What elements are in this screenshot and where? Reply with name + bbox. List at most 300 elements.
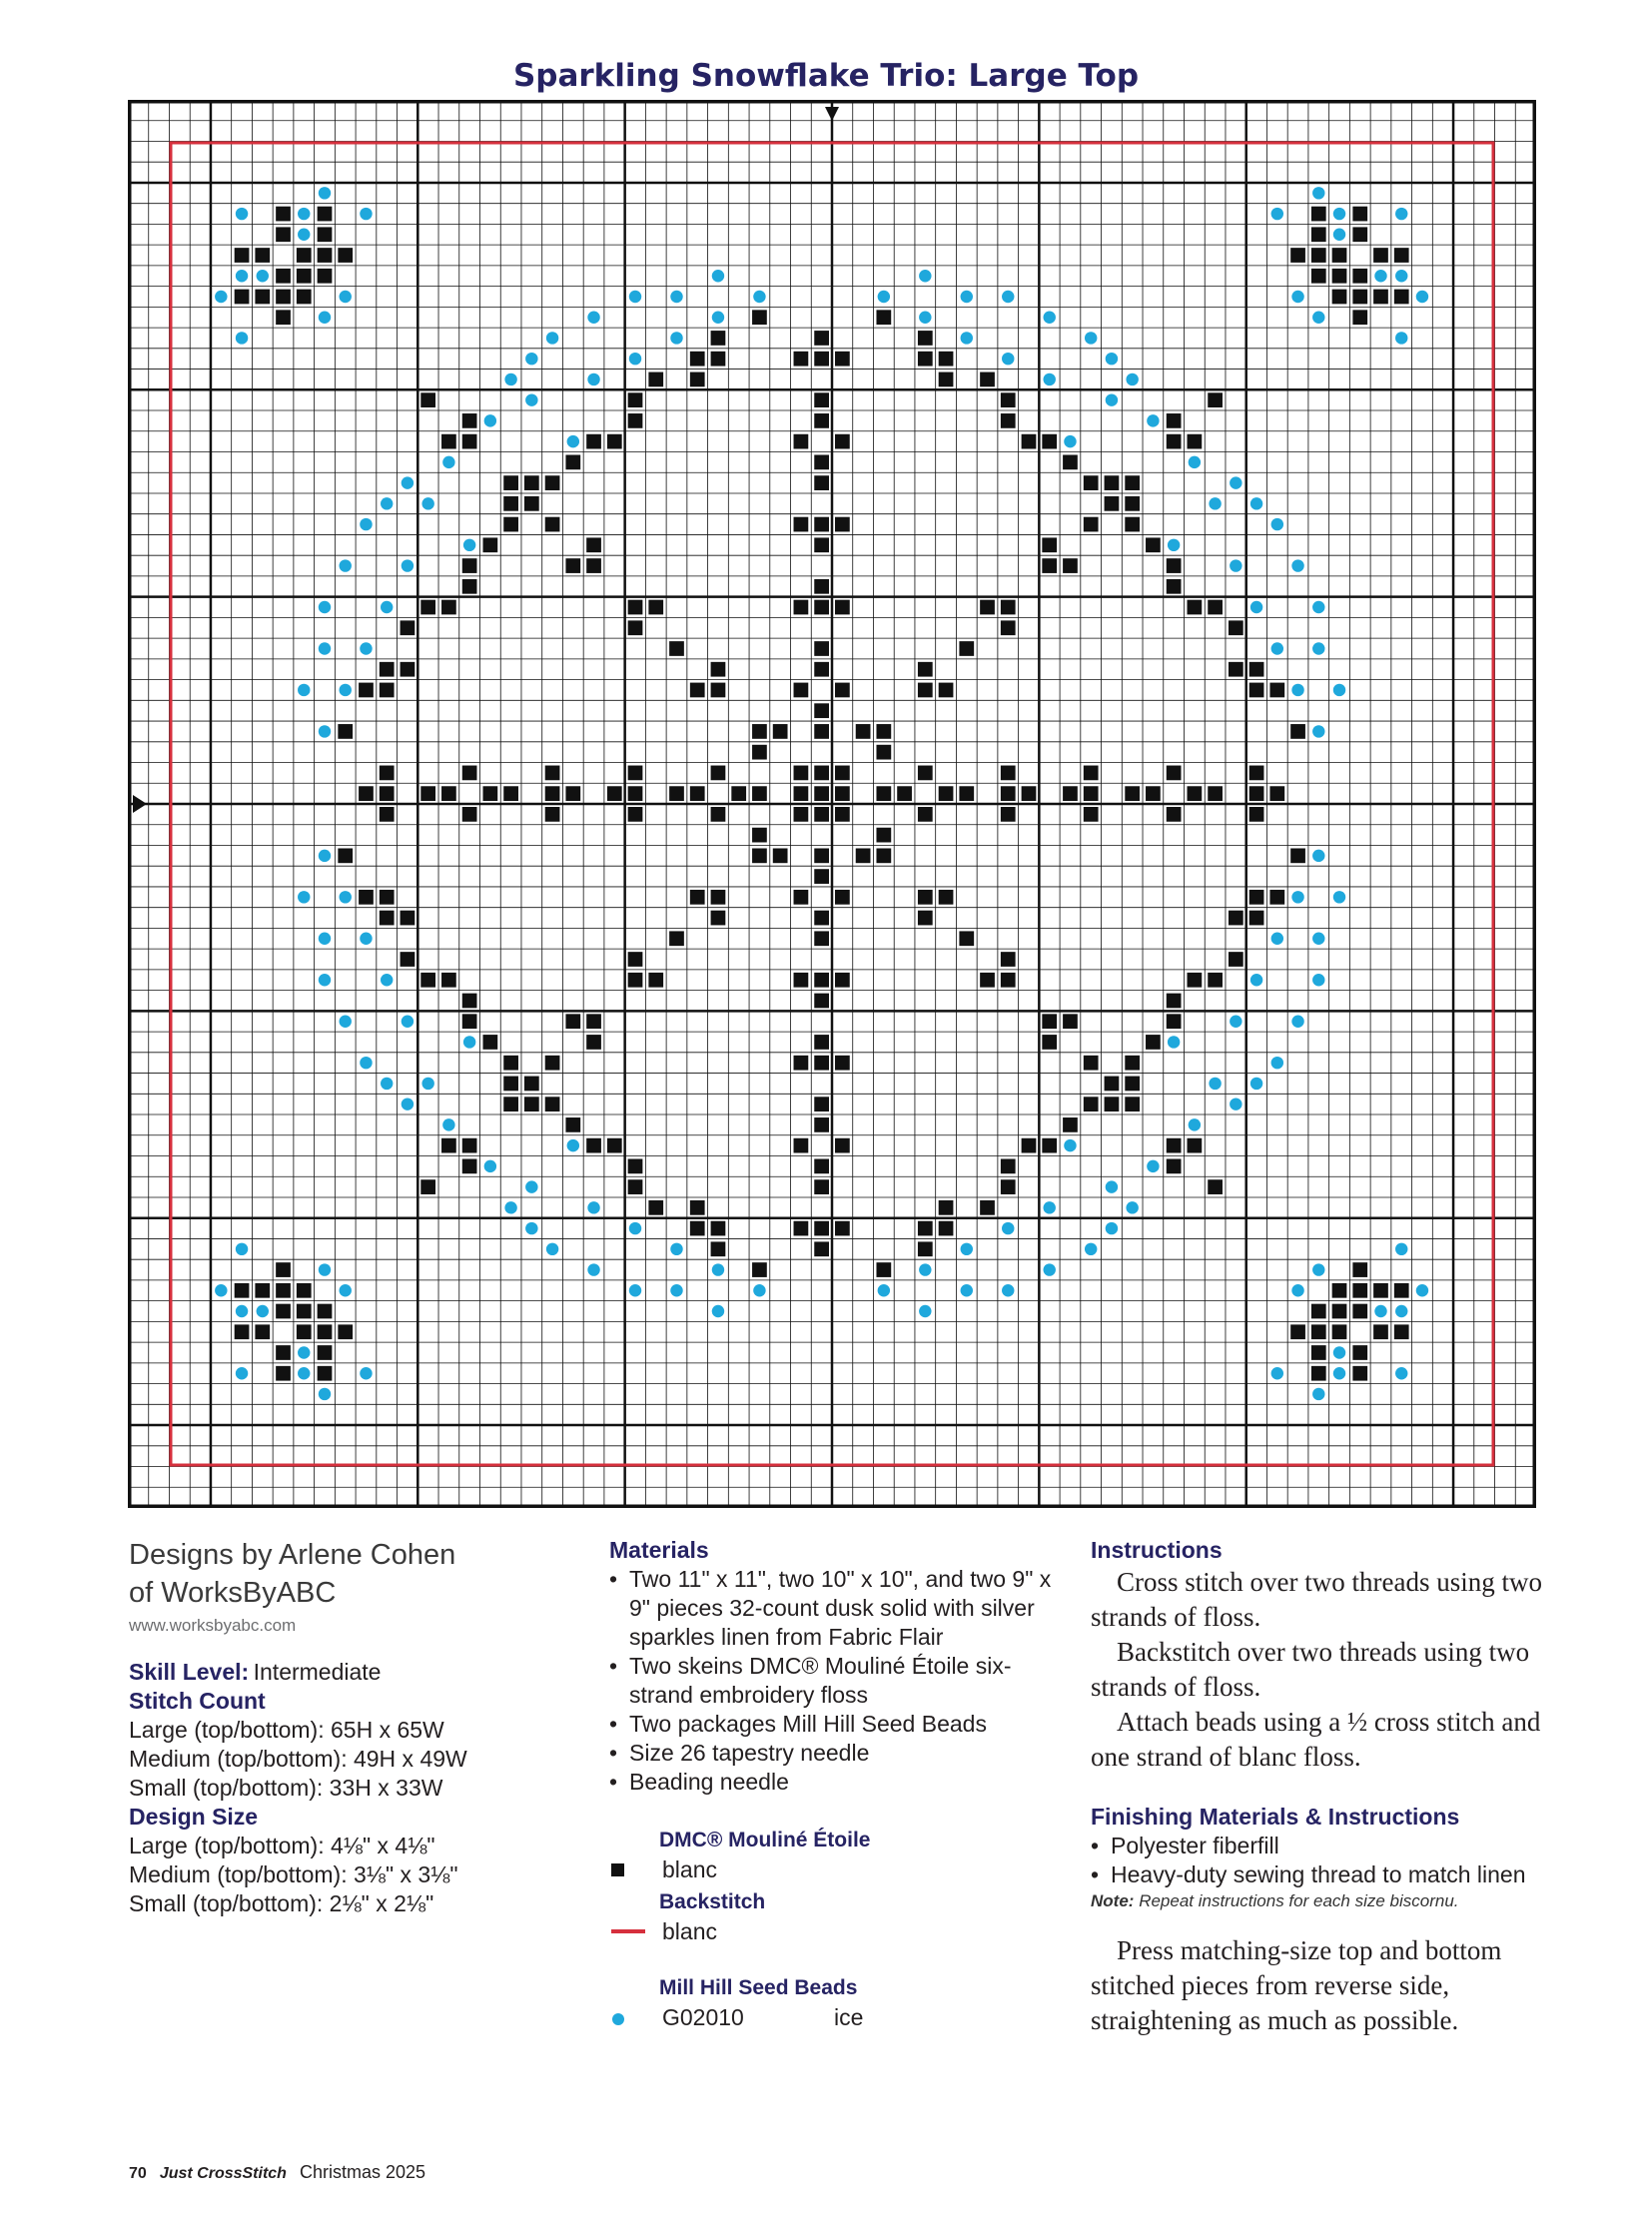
cross-stitch-mark bbox=[1167, 413, 1182, 428]
cross-stitch-mark bbox=[752, 724, 767, 739]
cross-stitch-mark bbox=[420, 1179, 435, 1194]
cross-stitch-mark bbox=[628, 973, 643, 988]
cross-stitch-mark bbox=[876, 848, 891, 863]
bead-mark bbox=[1002, 291, 1014, 303]
key-bead-code: G02010 bbox=[662, 2004, 744, 2030]
cross-stitch-mark bbox=[1167, 434, 1182, 449]
cross-stitch-mark bbox=[1188, 1138, 1203, 1153]
bead-mark bbox=[1168, 1036, 1180, 1048]
bead-mark bbox=[1416, 1284, 1428, 1296]
bead-mark bbox=[670, 332, 682, 344]
cross-stitch-mark bbox=[1084, 1097, 1099, 1111]
bead-mark bbox=[712, 312, 724, 324]
bead-mark bbox=[236, 332, 248, 344]
cross-stitch-mark bbox=[711, 352, 726, 367]
cross-stitch-mark bbox=[1249, 890, 1264, 905]
bead-mark bbox=[298, 1346, 310, 1358]
bead-mark bbox=[1230, 1016, 1241, 1028]
cross-stitch-mark bbox=[503, 496, 518, 511]
bead-mark bbox=[319, 974, 331, 986]
cross-stitch-mark bbox=[565, 1014, 580, 1029]
cross-stitch-mark bbox=[1311, 1324, 1326, 1339]
bead-mark bbox=[961, 332, 973, 344]
cross-stitch-mark bbox=[1352, 207, 1367, 222]
cross-stitch-mark bbox=[711, 683, 726, 698]
cross-stitch-mark bbox=[483, 537, 498, 552]
cross-stitch-mark bbox=[814, 579, 829, 594]
cross-stitch-mark bbox=[1249, 807, 1264, 822]
cross-stitch-mark bbox=[545, 1097, 560, 1111]
cross-stitch-mark bbox=[1311, 1366, 1326, 1381]
bead-mark bbox=[1106, 1180, 1118, 1192]
cross-stitch-mark bbox=[648, 1200, 663, 1215]
cross-stitch-mark bbox=[1022, 1138, 1037, 1153]
cross-stitch-mark bbox=[1022, 434, 1037, 449]
cross-stitch-mark bbox=[1249, 786, 1264, 801]
cross-stitch-mark bbox=[338, 1324, 353, 1339]
cross-stitch-mark bbox=[690, 786, 705, 801]
cross-stitch-mark bbox=[1001, 1159, 1016, 1174]
instruction-paragraph: Backstitch over two threads using two strands of floss. bbox=[1091, 1637, 1530, 1702]
bead-mark bbox=[1291, 1284, 1303, 1296]
materials-list bbox=[609, 1565, 1064, 1797]
cross-stitch-mark bbox=[918, 911, 933, 926]
cross-stitch-mark bbox=[297, 1283, 312, 1298]
cross-stitch-mark bbox=[794, 1056, 809, 1071]
bead-mark bbox=[1395, 1305, 1407, 1317]
cross-stitch-mark bbox=[794, 766, 809, 781]
bead-mark bbox=[1395, 332, 1407, 344]
cross-stitch-mark bbox=[441, 1138, 456, 1153]
bead-mark bbox=[1395, 1243, 1407, 1255]
cross-stitch-mark bbox=[420, 973, 435, 988]
cross-stitch-mark bbox=[814, 600, 829, 615]
cross-stitch-symbol-icon bbox=[611, 1863, 624, 1876]
cross-stitch-mark bbox=[959, 641, 974, 656]
cross-stitch-mark bbox=[276, 207, 291, 222]
cross-stitch-mark bbox=[1084, 1056, 1099, 1071]
cross-stitch-mark bbox=[835, 1221, 850, 1236]
cross-stitch-mark bbox=[1249, 766, 1264, 781]
cross-stitch-mark bbox=[462, 558, 477, 573]
cross-stitch-mark bbox=[1352, 269, 1367, 284]
cross-stitch-mark bbox=[607, 786, 622, 801]
cross-stitch-mark bbox=[1373, 290, 1388, 305]
cross-stitch-mark bbox=[338, 724, 353, 739]
bead-mark bbox=[1106, 1222, 1118, 1234]
cross-stitch-mark bbox=[918, 807, 933, 822]
cross-stitch-mark bbox=[1311, 269, 1326, 284]
bead-mark bbox=[1230, 1098, 1241, 1110]
cross-stitch-mark bbox=[1001, 807, 1016, 822]
bead-mark bbox=[504, 1201, 516, 1213]
bead-mark bbox=[587, 312, 599, 324]
bead-mark bbox=[236, 208, 248, 220]
cross-stitch-mark bbox=[1188, 434, 1203, 449]
cross-stitch-mark bbox=[918, 890, 933, 905]
cross-stitch-mark bbox=[1229, 620, 1243, 635]
cross-stitch-mark bbox=[814, 931, 829, 946]
cross-stitch-mark bbox=[235, 290, 250, 305]
cross-stitch-mark bbox=[1332, 248, 1347, 263]
cross-stitch-mark bbox=[420, 600, 435, 615]
bead-mark bbox=[236, 1367, 248, 1379]
materials-item: • Two skeins DMC® Mouliné Étoile six-strand embroidery floss bbox=[609, 1652, 1064, 1710]
design-size-heading: Design Size bbox=[129, 1804, 259, 1830]
cross-stitch-mark bbox=[959, 786, 974, 801]
cross-stitch-mark bbox=[1063, 455, 1078, 470]
cross-stitch-mark bbox=[1167, 766, 1182, 781]
cross-stitch-mark bbox=[752, 828, 767, 843]
bead-mark bbox=[1271, 518, 1283, 530]
cross-stitch-mark bbox=[1188, 973, 1203, 988]
cross-stitch-mark bbox=[565, 1117, 580, 1132]
cross-stitch-mark bbox=[1167, 558, 1182, 573]
cross-stitch-mark bbox=[586, 558, 601, 573]
bead-mark bbox=[1209, 1078, 1221, 1090]
cross-stitch-mark bbox=[255, 1283, 270, 1298]
bead-mark bbox=[629, 353, 641, 365]
bead-mark bbox=[298, 684, 310, 696]
cross-stitch-mark bbox=[1208, 1179, 1223, 1194]
cross-stitch-mark bbox=[545, 807, 560, 822]
cross-stitch-mark bbox=[503, 1097, 518, 1111]
cross-stitch-mark bbox=[711, 331, 726, 346]
cross-stitch-mark bbox=[318, 1304, 333, 1319]
cross-stitch-mark bbox=[1352, 227, 1367, 242]
designer-name: Designs by Arlene Cohen bbox=[129, 1539, 456, 1571]
cross-stitch-mark bbox=[503, 1077, 518, 1092]
cross-stitch-pattern-chart bbox=[128, 100, 1536, 1508]
cross-stitch-mark bbox=[876, 724, 891, 739]
cross-stitch-mark bbox=[1001, 786, 1016, 801]
cross-stitch-mark bbox=[814, 724, 829, 739]
cross-stitch-mark bbox=[380, 786, 395, 801]
bead-mark bbox=[1312, 312, 1324, 324]
bead-mark bbox=[753, 1284, 765, 1296]
bead-mark bbox=[463, 539, 475, 551]
cross-stitch-mark bbox=[524, 1077, 539, 1092]
stitch-count-medium: Medium (top/bottom): 49H x 49W bbox=[129, 1746, 467, 1772]
cross-stitch-mark bbox=[1125, 1056, 1140, 1071]
note-text: Repeat instructions for each size biscornu. bbox=[1139, 1891, 1459, 1910]
cross-stitch-mark bbox=[690, 1221, 705, 1236]
cross-stitch-mark bbox=[1394, 290, 1409, 305]
bead-mark bbox=[1271, 642, 1283, 654]
cross-stitch-mark bbox=[565, 558, 580, 573]
bead-mark bbox=[1106, 353, 1118, 365]
page-footer bbox=[129, 2162, 425, 2183]
cross-stitch-mark bbox=[835, 807, 850, 822]
bead-mark bbox=[878, 1284, 890, 1296]
cross-stitch-mark bbox=[420, 392, 435, 407]
key-dmc-row bbox=[609, 1854, 1064, 1884]
bead-mark bbox=[1395, 208, 1407, 220]
cross-stitch-mark bbox=[794, 600, 809, 615]
cross-stitch-mark bbox=[876, 786, 891, 801]
cross-stitch-mark bbox=[794, 352, 809, 367]
bead-mark bbox=[712, 1305, 724, 1317]
bead-mark bbox=[319, 1388, 331, 1400]
cross-stitch-mark bbox=[794, 1138, 809, 1153]
skill-level-value: Intermediate bbox=[253, 1659, 382, 1685]
cross-stitch-mark bbox=[1332, 1283, 1347, 1298]
bead-mark bbox=[484, 414, 496, 426]
cross-stitch-mark bbox=[1394, 1283, 1409, 1298]
cross-stitch-mark bbox=[835, 517, 850, 532]
materials-item: • Size 26 tapestry needle bbox=[609, 1739, 1064, 1768]
bead-mark bbox=[1312, 187, 1324, 199]
bead-mark bbox=[319, 933, 331, 945]
cross-stitch-mark bbox=[814, 455, 829, 470]
materials-item: • Beading needle bbox=[609, 1768, 1064, 1797]
bead-mark bbox=[1147, 414, 1159, 426]
cross-stitch-mark bbox=[1001, 1179, 1016, 1194]
cross-stitch-mark bbox=[1290, 724, 1305, 739]
cross-stitch-mark bbox=[814, 1035, 829, 1050]
cross-stitch-mark bbox=[380, 766, 395, 781]
bead-mark bbox=[1085, 1243, 1097, 1255]
cross-stitch-mark bbox=[297, 1324, 312, 1339]
cross-stitch-mark bbox=[1167, 807, 1182, 822]
cross-stitch-mark bbox=[876, 745, 891, 760]
bead-mark bbox=[1106, 393, 1118, 405]
bead-mark bbox=[961, 291, 973, 303]
cross-stitch-mark bbox=[1311, 207, 1326, 222]
bead-mark bbox=[1044, 1263, 1056, 1275]
issue-name: Christmas 2025 bbox=[299, 2162, 426, 2182]
cross-stitch-mark bbox=[318, 1345, 333, 1360]
cross-stitch-mark bbox=[545, 786, 560, 801]
cross-stitch-mark bbox=[939, 890, 954, 905]
cross-stitch-mark bbox=[1249, 911, 1264, 926]
cross-stitch-mark bbox=[1394, 248, 1409, 263]
cross-stitch-mark bbox=[1269, 683, 1284, 698]
cross-stitch-mark bbox=[814, 973, 829, 988]
bead-mark bbox=[1002, 353, 1014, 365]
design-size-medium: Medium (top/bottom): 3⅛" x 3⅛" bbox=[129, 1861, 458, 1887]
key-dmc-heading: DMC® Mouliné Étoile bbox=[659, 1829, 871, 1851]
cross-stitch-mark bbox=[276, 1304, 291, 1319]
cross-stitch-mark bbox=[1332, 269, 1347, 284]
bead-mark bbox=[587, 373, 599, 385]
cross-stitch-mark bbox=[607, 434, 622, 449]
bead-mark bbox=[1189, 1118, 1201, 1130]
cross-stitch-mark bbox=[814, 392, 829, 407]
chart-title: Sparkling Snowflake Trio: Large Top bbox=[512, 58, 1140, 94]
cross-stitch-mark bbox=[380, 807, 395, 822]
bead-mark bbox=[340, 1284, 352, 1296]
cross-stitch-mark bbox=[338, 848, 353, 863]
cross-stitch-mark bbox=[669, 786, 684, 801]
cross-stitch-mark bbox=[276, 1262, 291, 1277]
cross-stitch-mark bbox=[1208, 600, 1223, 615]
cross-stitch-mark bbox=[1290, 848, 1305, 863]
bead-mark bbox=[298, 229, 310, 241]
key-backstitch-color: blanc bbox=[662, 1918, 717, 1944]
bead-mark bbox=[1168, 539, 1180, 551]
cross-stitch-mark bbox=[462, 1138, 477, 1153]
cross-stitch-mark bbox=[1042, 558, 1057, 573]
cross-stitch-mark bbox=[856, 724, 871, 739]
bead-mark bbox=[319, 1263, 331, 1275]
cross-stitch-mark bbox=[441, 973, 456, 988]
cross-stitch-mark bbox=[338, 248, 353, 263]
bead-mark bbox=[1250, 974, 1262, 986]
cross-stitch-mark bbox=[586, 434, 601, 449]
cross-stitch-mark bbox=[690, 683, 705, 698]
cross-stitch-mark bbox=[462, 994, 477, 1009]
cross-stitch-mark bbox=[814, 869, 829, 884]
cross-stitch-mark bbox=[1042, 1138, 1057, 1153]
cross-stitch-mark bbox=[980, 600, 995, 615]
bead-mark bbox=[360, 642, 372, 654]
bead-mark bbox=[919, 1263, 931, 1275]
cross-stitch-mark bbox=[814, 517, 829, 532]
cross-stitch-mark bbox=[918, 683, 933, 698]
key-bead-name: ice bbox=[834, 2004, 864, 2030]
bead-mark bbox=[298, 208, 310, 220]
cross-stitch-mark bbox=[628, 600, 643, 615]
cross-stitch-mark bbox=[462, 579, 477, 594]
cross-stitch-mark bbox=[669, 641, 684, 656]
cross-stitch-mark bbox=[462, 413, 477, 428]
cross-stitch-mark bbox=[1125, 475, 1140, 490]
bead-mark bbox=[1312, 1388, 1324, 1400]
cross-stitch-mark bbox=[318, 227, 333, 242]
cross-stitch-mark bbox=[462, 807, 477, 822]
cross-stitch-mark bbox=[359, 890, 374, 905]
cross-stitch-mark bbox=[814, 848, 829, 863]
cross-stitch-mark bbox=[835, 890, 850, 905]
cross-stitch-mark bbox=[1084, 766, 1099, 781]
bead-mark bbox=[878, 291, 890, 303]
bead-mark bbox=[402, 1098, 413, 1110]
cross-stitch-mark bbox=[690, 352, 705, 367]
bead-mark bbox=[1333, 1367, 1345, 1379]
bead-dot-icon bbox=[612, 2013, 624, 2025]
cross-stitch-mark bbox=[1125, 496, 1140, 511]
bead-mark bbox=[1250, 601, 1262, 613]
cross-stitch-mark bbox=[318, 207, 333, 222]
bead-mark bbox=[442, 456, 454, 468]
design-size-small: Small (top/bottom): 2⅛" x 2⅛" bbox=[129, 1890, 434, 1916]
cross-stitch-mark bbox=[835, 766, 850, 781]
bead-mark bbox=[340, 559, 352, 571]
bead-mark bbox=[360, 933, 372, 945]
cross-stitch-mark bbox=[1352, 1345, 1367, 1360]
bead-mark bbox=[1189, 456, 1201, 468]
cross-stitch-mark bbox=[1290, 248, 1305, 263]
cross-stitch-mark bbox=[1352, 1283, 1367, 1298]
cross-stitch-mark bbox=[918, 1241, 933, 1256]
cross-stitch-mark bbox=[628, 620, 643, 635]
bead-mark bbox=[587, 1263, 599, 1275]
bead-mark bbox=[1002, 1284, 1014, 1296]
bead-mark bbox=[1291, 559, 1303, 571]
bead-mark bbox=[1312, 725, 1324, 737]
cross-stitch-mark bbox=[814, 331, 829, 346]
materials-column bbox=[609, 1536, 1064, 2032]
bead-mark bbox=[961, 1284, 973, 1296]
cross-stitch-mark bbox=[939, 786, 954, 801]
cross-stitch-mark bbox=[401, 911, 415, 926]
cross-stitch-mark bbox=[752, 848, 767, 863]
bead-mark bbox=[712, 1263, 724, 1275]
bead-mark bbox=[1312, 850, 1324, 862]
cross-stitch-mark bbox=[1352, 1262, 1367, 1277]
bead-mark bbox=[463, 1036, 475, 1048]
cross-stitch-mark bbox=[814, 911, 829, 926]
cross-stitch-mark bbox=[441, 434, 456, 449]
cross-stitch-mark bbox=[586, 1035, 601, 1050]
cross-stitch-mark bbox=[628, 413, 643, 428]
cross-stitch-mark bbox=[1105, 1097, 1120, 1111]
cross-stitch-mark bbox=[918, 352, 933, 367]
cross-stitch-mark bbox=[1042, 1014, 1057, 1029]
cross-stitch-mark bbox=[586, 1138, 601, 1153]
cross-stitch-mark bbox=[1229, 911, 1243, 926]
finishing-heading: Finishing Materials & Instructions bbox=[1091, 1804, 1460, 1830]
cross-stitch-mark bbox=[1105, 1077, 1120, 1092]
page-number: 70 bbox=[129, 2165, 147, 2182]
instructions-heading: Instructions bbox=[1091, 1537, 1223, 1563]
bead-mark bbox=[1333, 229, 1345, 241]
bead-mark bbox=[1271, 1367, 1283, 1379]
bead-mark bbox=[1333, 208, 1345, 220]
cross-stitch-mark bbox=[628, 786, 643, 801]
cross-stitch-mark bbox=[565, 786, 580, 801]
cross-stitch-mark bbox=[1373, 1283, 1388, 1298]
stitch-count-large: Large (top/bottom): 65H x 65W bbox=[129, 1717, 444, 1743]
cross-stitch-mark bbox=[565, 455, 580, 470]
cross-stitch-mark bbox=[814, 1159, 829, 1174]
cross-stitch-mark bbox=[1042, 1035, 1057, 1050]
cross-stitch-mark bbox=[1332, 290, 1347, 305]
center-arrow-top bbox=[825, 107, 839, 121]
cross-stitch-mark bbox=[814, 641, 829, 656]
cross-stitch-mark bbox=[276, 227, 291, 242]
bead-mark bbox=[360, 208, 372, 220]
bead-mark bbox=[1312, 974, 1324, 986]
skill-level bbox=[129, 1658, 558, 1687]
cross-stitch-mark bbox=[711, 1221, 726, 1236]
bead-mark bbox=[340, 291, 352, 303]
cross-stitch-mark bbox=[1167, 1159, 1182, 1174]
cross-stitch-mark bbox=[359, 683, 374, 698]
cross-stitch-mark bbox=[794, 890, 809, 905]
finishing-list bbox=[1091, 1832, 1560, 1889]
cross-stitch-mark bbox=[1332, 1304, 1347, 1319]
cross-stitch-mark bbox=[483, 786, 498, 801]
cross-stitch-mark bbox=[835, 600, 850, 615]
bead-mark bbox=[402, 1016, 413, 1028]
cross-stitch-mark bbox=[939, 1221, 954, 1236]
bead-mark bbox=[381, 601, 393, 613]
bead-mark bbox=[340, 684, 352, 696]
cross-stitch-mark bbox=[814, 1097, 829, 1111]
cross-stitch-mark bbox=[814, 1117, 829, 1132]
bead-mark bbox=[319, 601, 331, 613]
key-beads-row bbox=[609, 2002, 1064, 2032]
note-label: Note: bbox=[1091, 1891, 1135, 1910]
bead-mark bbox=[525, 1180, 537, 1192]
bead-mark bbox=[1002, 1222, 1014, 1234]
cross-stitch-mark bbox=[1311, 248, 1326, 263]
cross-stitch-mark bbox=[876, 828, 891, 843]
bead-mark bbox=[753, 291, 765, 303]
cross-stitch-mark bbox=[711, 1241, 726, 1256]
